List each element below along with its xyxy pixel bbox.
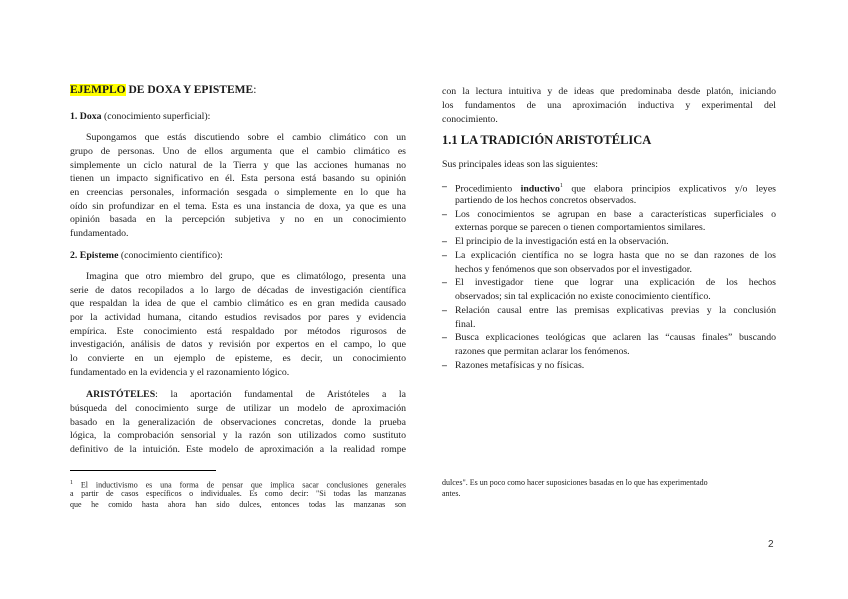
bullet-dash-icon: – xyxy=(442,209,447,220)
doxa-heading: 1. Doxa (conocimiento superficial): xyxy=(70,111,211,122)
episteme-heading: 2. Episteme (conocimiento científico): xyxy=(70,250,223,261)
highlighted-word: EJEMPLO xyxy=(70,84,126,96)
section-title: EJEMPLO DE DOXA Y EPISTEME: xyxy=(70,84,257,96)
bullet-dash-icon: – xyxy=(442,250,447,261)
page-number: 2 xyxy=(768,539,774,550)
bullet-dash-icon: – xyxy=(442,360,447,371)
bullet-dash-icon: – xyxy=(442,277,447,288)
section-heading: 1.1 LA TRADICIÓN ARISTOTÉLICA xyxy=(442,133,652,147)
list-lead: Sus principales ideas son las siguientes: xyxy=(442,159,598,170)
bullet-dash-icon: – xyxy=(442,181,447,192)
footnote-separator xyxy=(70,470,216,471)
bullet-dash-icon: – xyxy=(442,305,447,316)
bullet-dash-icon: – xyxy=(442,332,447,343)
bullet-dash-icon: – xyxy=(442,236,447,247)
